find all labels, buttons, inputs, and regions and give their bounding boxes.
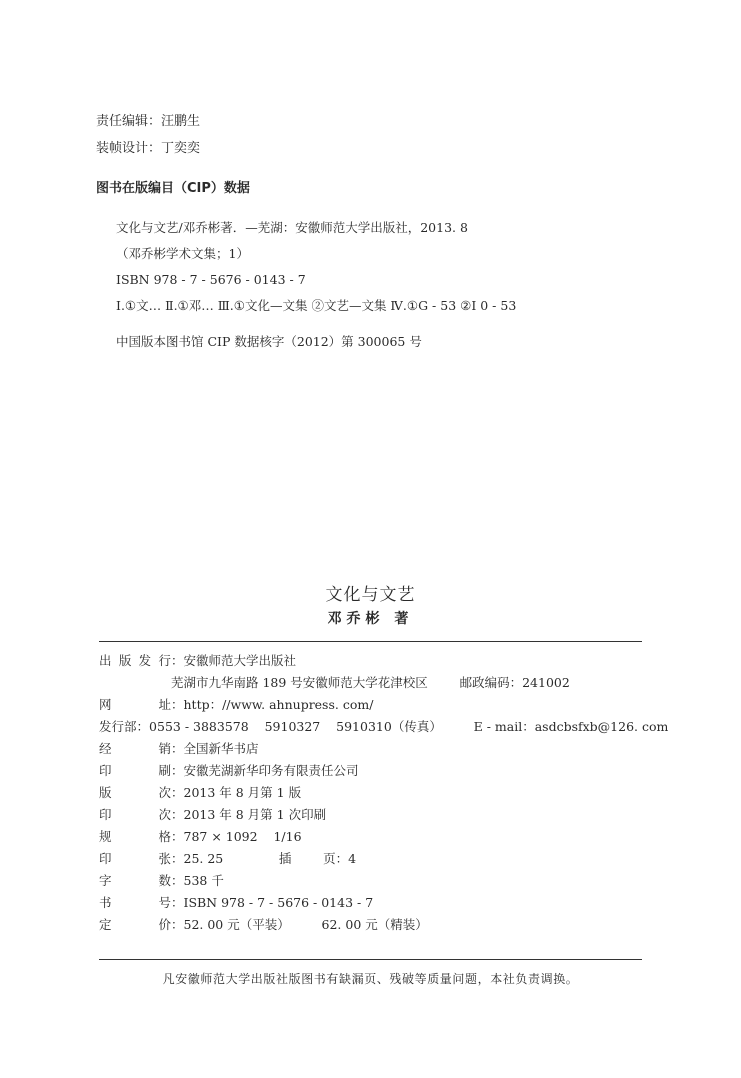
info-label: 经 销 bbox=[99, 741, 171, 756]
designer-credit: 装帧设计：丁奕奕 bbox=[96, 141, 201, 156]
info-value: ：0553 - 3883578 5910327 5910310（传真） E - mail：asdcbsfxb@126. com bbox=[136, 719, 669, 734]
info-label: 版 次 bbox=[99, 785, 171, 800]
cip-line: 文化与文艺/邓乔彬著．—芜湖：安徽师范大学出版社，2013. 8 bbox=[116, 220, 468, 235]
cip-data-block bbox=[116, 215, 516, 319]
cip-line: ISBN 978 - 7 - 5676 - 0143 - 7 bbox=[116, 272, 306, 287]
info-label: 定 价 bbox=[99, 917, 171, 932]
info-label: 书 号 bbox=[99, 895, 171, 910]
cip-line: Ⅰ.①文… Ⅱ.①邓… Ⅲ.①文化—文集 ②文艺—文集 Ⅳ.①G - 53 ②I 0 - 53 bbox=[116, 298, 517, 313]
info-value: ：25. 25 插 页：4 bbox=[171, 851, 357, 866]
info-row-sheets bbox=[99, 848, 644, 870]
bottom-divider bbox=[99, 959, 642, 960]
info-value: ：http：//www. ahnupress. com/ bbox=[171, 697, 374, 712]
cip-record-number: 中国版本图书馆 CIP 数据核字（2012）第 300065 号 bbox=[116, 334, 422, 349]
info-value: ：全国新华书店 bbox=[171, 741, 259, 756]
info-value: ：52. 00 元（平装） 62. 00 元（精装） bbox=[171, 917, 428, 932]
info-row-format bbox=[99, 826, 644, 848]
info-label: 印 刷 bbox=[99, 763, 171, 778]
info-label-empty bbox=[99, 672, 171, 694]
cip-heading: 图书在版编目（CIP）数据 bbox=[96, 181, 250, 196]
info-label: 字 数 bbox=[99, 873, 171, 888]
info-row-price bbox=[99, 914, 644, 936]
info-value: ：538 千 bbox=[171, 873, 224, 888]
cip-line: （邓乔彬学术文集；1） bbox=[116, 246, 249, 261]
info-row-publisher bbox=[99, 650, 644, 672]
info-row-isbn bbox=[99, 892, 644, 914]
info-value: ：安徽芜湖新华印务有限责任公司 bbox=[171, 763, 359, 778]
info-label: 发 行 部 bbox=[99, 719, 137, 734]
book-author: 邓乔彬 著 bbox=[327, 611, 414, 627]
info-value: ：安徽师范大学出版社 bbox=[171, 653, 297, 668]
info-row-distributor bbox=[99, 738, 644, 760]
info-row-printer bbox=[99, 760, 644, 782]
info-value: ：2013 年 8 月第 1 次印刷 bbox=[171, 807, 327, 822]
credits-block bbox=[96, 108, 200, 162]
info-value: ：ISBN 978 - 7 - 5676 - 0143 - 7 bbox=[171, 895, 374, 910]
info-value: ：2013 年 8 月第 1 版 bbox=[171, 785, 302, 800]
info-row-sales bbox=[99, 716, 669, 738]
info-label: 印 张 bbox=[99, 851, 171, 866]
book-title: 文化与文艺 bbox=[325, 585, 416, 605]
info-row-edition bbox=[99, 782, 644, 804]
info-label: 印 次 bbox=[99, 807, 171, 822]
info-row-printing bbox=[99, 804, 644, 826]
editor-credit: 责任编辑：汪鹏生 bbox=[96, 114, 201, 129]
info-value: 芜湖市九华南路 189 号安徽师范大学花津校区 邮政编码：241002 bbox=[171, 675, 570, 690]
quality-notice: 凡安徽师范大学出版社版图书有缺漏页、残破等质量问题，本社负责调换。 bbox=[162, 972, 579, 986]
info-row-word-count bbox=[99, 870, 644, 892]
info-label: 规 格 bbox=[99, 829, 171, 844]
publication-info bbox=[99, 650, 669, 936]
info-label: 网 址 bbox=[99, 697, 171, 712]
top-divider bbox=[99, 641, 642, 642]
info-row-address bbox=[99, 672, 644, 694]
info-value: ：787 × 1092 1/16 bbox=[171, 829, 302, 844]
info-label: 出 版 发 行 bbox=[99, 653, 171, 668]
info-row-website bbox=[99, 694, 644, 716]
